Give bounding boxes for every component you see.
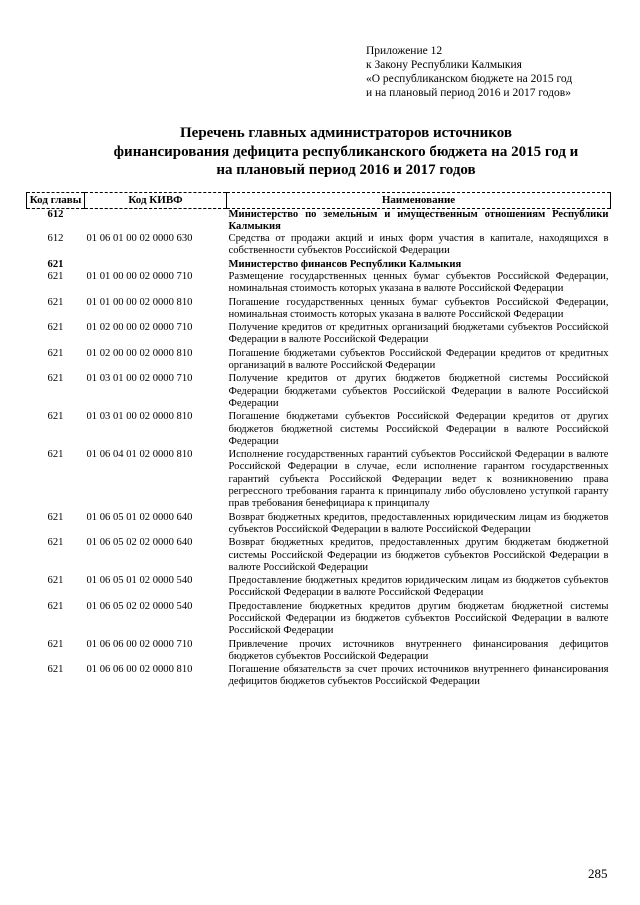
row-name: Погашение бюджетами субъектов Российской Федерации кредитов от кредитных организаций в валюте Российской Федерации: [228, 347, 609, 372]
row-name: Размещение государственных ценных бумаг субъектов Российской Федерации, номинальная стоимость которых указана в валюте Российской Федерации: [228, 270, 609, 295]
title-line-3: на плановый период 2016 и 2017 годов: [216, 162, 476, 178]
table-row: [27, 512, 611, 538]
appendix-line-2: к Закону Республики Калмыкия: [366, 59, 522, 71]
header-code: Код главы: [27, 193, 85, 209]
row-code: 621: [47, 575, 64, 587]
table-row: [27, 639, 611, 665]
row-code: 621: [47, 411, 64, 423]
table-row: [27, 233, 611, 259]
appendix-line-4: и на плановый период 2016 и 2017 годов»: [366, 87, 571, 99]
row-kivf-code: 01 06 06 00 02 0000 810: [86, 664, 193, 676]
table-row: [27, 322, 611, 348]
title-line-2: финансирования дефицита республиканского бюджета на 2015 год и: [113, 143, 579, 160]
page-number: 285: [588, 866, 608, 881]
row-name: Получение кредитов от кредитных организаций бюджетами субъектов Российской Федерации в валюте Российской Федерации: [228, 322, 609, 346]
row-name: Погашение государственных ценных бумаг субъектов Российской Федерации, номинальная стоимость которых указана в валюте Российской Федерации: [228, 296, 609, 320]
row-kivf-code: 01 06 01 00 02 0000 630: [86, 233, 193, 245]
row-code: 621: [47, 373, 64, 385]
row-kivf-code: 01 06 06 00 02 0000 710: [86, 638, 193, 650]
row-kivf-code: 01 01 00 00 02 0000 710: [86, 270, 193, 282]
administrators-table: [26, 192, 611, 690]
table-row: [27, 208, 611, 233]
row-name: Погашение обязательств за счет прочих источников внутреннего финансирования дефицитов бюджетов субъектов Российской Федерации: [228, 664, 609, 688]
row-name: Министерство по земельным и имущественным отношениям Республики Калмыкия: [228, 208, 609, 232]
row-name: Привлечение прочих источников внутреннего финансирования дефицитов бюджетов субъектов Российской Федерации: [228, 638, 609, 662]
appendix-line-3: «О республиканском бюджете на 2015 год: [366, 73, 573, 85]
row-name: Получение кредитов от других бюджетов бюджетной системы Российской Федерации бюджетами субъектов Российской Федерации в валюте Российской Федерации: [228, 373, 609, 409]
table-body: [27, 208, 611, 690]
row-kivf-code: 01 06 05 02 02 0000 640: [86, 537, 193, 549]
table-row: [27, 449, 611, 511]
table-row: [27, 348, 611, 374]
row-name: Предоставление бюджетных кредитов юридическим лицам из бюджетов субъектов Российской Федерации в валюте Российской Федерации: [228, 575, 609, 599]
row-name: Исполнение государственных гарантий субъектов Российской Федерации в валюте Российской Федерации в случае, если исполнение гарантом государственных гарантий субъекта Российской Федерации ведет к возникновению права регрессного требования гаранта к принципалу либо обусловлено уступкой гаранту прав требования бенефициара к принципалу: [228, 449, 609, 510]
appendix-line-1: Приложение 12: [366, 45, 443, 57]
row-code: 621: [47, 511, 64, 523]
title-line-1: Перечень главных администраторов источников: [180, 125, 512, 141]
row-name: Погашение бюджетами субъектов Российской Федерации кредитов от других бюджетов бюджетной системы Российской Федерации в валюте Российской Федерации: [228, 411, 609, 447]
row-kivf-code: 01 06 05 01 02 0000 540: [86, 575, 193, 587]
row-code: 621: [47, 664, 64, 676]
document-title: [56, 124, 636, 180]
row-kivf-code: [85, 259, 227, 271]
row-kivf-code: 01 02 00 00 02 0000 710: [86, 322, 193, 334]
row-code: 621: [47, 600, 64, 612]
row-kivf-code: 01 02 00 00 02 0000 810: [86, 347, 193, 359]
row-code: 612: [47, 233, 64, 245]
table-row: [27, 373, 611, 411]
row-kivf-code: 01 06 04 01 02 0000 810: [86, 449, 193, 461]
table-row: [27, 271, 611, 297]
table-row: [27, 537, 611, 575]
row-code: 621: [47, 449, 64, 461]
table-row: [27, 297, 611, 323]
row-code: 621: [47, 322, 64, 334]
row-kivf-code: [85, 208, 227, 233]
row-code: 621: [47, 638, 64, 650]
header-kivf: Код КИВФ: [85, 193, 227, 209]
table-row: [27, 259, 611, 271]
row-name: Средства от продажи акций и иных форм участия в капитале, находящихся в собственности субъектов Российской Федерации: [228, 233, 609, 257]
row-code: 612: [47, 208, 64, 220]
row-kivf-code: 01 06 05 02 02 0000 540: [86, 600, 193, 612]
table-header-row: [27, 193, 611, 209]
row-name: Возврат бюджетных кредитов, предоставленных другим бюджетам бюджетной системы Российской Федерации из бюджетов субъектов Российской Федерации в валюте Российской Федерации: [228, 537, 609, 573]
table-row: [27, 411, 611, 449]
row-kivf-code: 01 03 01 00 02 0000 810: [86, 411, 193, 423]
row-name: Возврат бюджетных кредитов, предоставленных юридическим лицам из бюджетов субъектов Российской Федерации в валюте Российской Федерации: [228, 511, 609, 535]
appendix-block: [366, 44, 628, 100]
row-kivf-code: 01 06 05 01 02 0000 640: [86, 511, 193, 523]
table-row: [27, 601, 611, 639]
row-kivf-code: 01 03 01 00 02 0000 710: [86, 373, 193, 385]
header-name: Наименование: [227, 193, 611, 209]
row-code: 621: [47, 296, 64, 308]
row-name: Министерство финансов Республики Калмыкия: [228, 258, 462, 270]
row-code: 621: [47, 537, 64, 549]
table-row: [27, 664, 611, 690]
row-code: 621: [47, 258, 64, 270]
row-code: 621: [47, 347, 64, 359]
row-name: Предоставление бюджетных кредитов другим бюджетам бюджетной системы Российской Федерации из бюджетов субъектов Российской Федерации в валюте Российской Федерации: [228, 600, 609, 637]
row-kivf-code: 01 01 00 00 02 0000 810: [86, 296, 193, 308]
table-row: [27, 575, 611, 601]
row-code: 621: [47, 270, 64, 282]
